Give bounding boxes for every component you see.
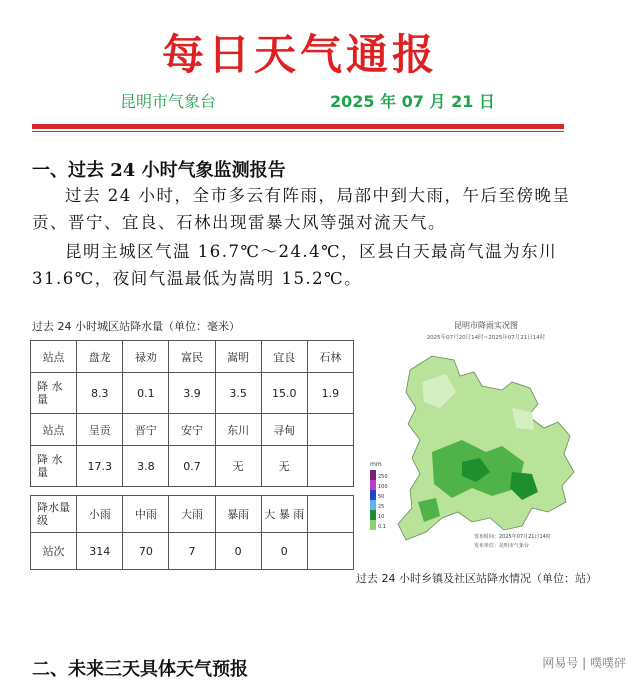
table-cell: 禄劝: [123, 341, 169, 373]
header-divider-thick: [32, 124, 564, 129]
table-cell: 15.0: [261, 373, 307, 414]
table-cell: 大 暴 雨: [261, 496, 307, 533]
department-name: 昆明市气象台: [120, 92, 217, 111]
legend-label: 250: [378, 474, 388, 480]
table-cell: 3.5: [215, 373, 261, 414]
table-cell: [307, 414, 353, 446]
table-cell: [307, 496, 353, 533]
rainfall-map-graphic: [362, 312, 610, 564]
table-cell: 314: [77, 533, 123, 570]
table-cell: 无: [261, 446, 307, 487]
legend-label: 10: [378, 514, 385, 520]
legend-unit: mm: [370, 461, 382, 468]
legend-label: 50: [378, 494, 385, 500]
section1-heading: 一、过去 24 小时气象监测报告: [32, 160, 286, 181]
legend-swatch: [370, 510, 376, 520]
table-cell: 宜良: [261, 341, 307, 373]
table-row-header: 降 水 量: [31, 373, 77, 414]
map-time-range: 2025年07月20日14时~2025年07月21日14时: [426, 335, 546, 341]
map-title: 昆明市降雨实况图: [454, 321, 518, 330]
bulletin-title: 每日天气通报: [161, 30, 438, 79]
legend-swatch: [370, 490, 376, 500]
table-cell: 嵩明: [215, 341, 261, 373]
table-row: [31, 373, 354, 414]
table-cell: 8.3: [77, 373, 123, 414]
table-cell: 0.7: [169, 446, 215, 487]
table-row-header: 站点: [31, 414, 77, 446]
legend-swatch: [370, 470, 376, 480]
legend-label: 25: [378, 504, 385, 510]
legend-label: 100: [378, 484, 388, 490]
map-legend: [370, 461, 388, 530]
table-cell: [307, 533, 353, 570]
table-cell: 70: [123, 533, 169, 570]
table-cell: 小雨: [77, 496, 123, 533]
station-rainfall-table: [30, 340, 354, 487]
table-cell: 1.9: [307, 373, 353, 414]
header-divider-thin: [32, 131, 564, 132]
legend-label: 0.1: [378, 524, 386, 530]
table-row-header: 站次: [31, 533, 77, 570]
table-cell: 中雨: [123, 496, 169, 533]
table-cell: 安宁: [169, 414, 215, 446]
map-footer-unit: 发布单位：昆明市气象台: [474, 543, 530, 549]
table-cell: 无: [215, 446, 261, 487]
map-footer-time: 发布时间：2025年07月21日14时: [474, 534, 551, 540]
table-cell: 3.8: [123, 446, 169, 487]
table-cell: 盘龙: [77, 341, 123, 373]
table-cell: 17.3: [77, 446, 123, 487]
table-cell: 0: [261, 533, 307, 570]
table-cell: [307, 446, 353, 487]
map-caption: 过去 24 小时乡镇及社区站降水情况（单位：站）: [356, 572, 597, 585]
station-table-caption: 过去 24 小时城区站降水量（单位：毫米）: [32, 320, 240, 333]
table-row: [31, 414, 354, 446]
table-cell: 暴雨: [215, 496, 261, 533]
table-row-header: 降 水 量: [31, 446, 77, 487]
rainfall-map: [362, 312, 610, 564]
table-cell: 呈贡: [77, 414, 123, 446]
rainfall-grade-table: [30, 495, 354, 570]
section1-paragraph2: 昆明主城区气温 16.7℃～24.4℃，区县白天最高气温为东川 31.6℃，夜间气温最低为嵩明 15.2℃。: [32, 242, 558, 288]
table-row: [31, 533, 354, 570]
table-row: [31, 341, 354, 373]
table-cell: 东川: [215, 414, 261, 446]
legend-swatch: [370, 500, 376, 510]
table-cell: 0: [215, 533, 261, 570]
source-watermark: 网易号 | 噗噗砰: [542, 656, 626, 670]
table-cell: 3.9: [169, 373, 215, 414]
table-cell: 大雨: [169, 496, 215, 533]
table-cell: 石林: [307, 341, 353, 373]
legend-swatch: [370, 520, 376, 530]
table-row: [31, 496, 354, 533]
table-cell: 0.1: [123, 373, 169, 414]
table-cell: 寻甸: [261, 414, 307, 446]
legend-swatch: [370, 480, 376, 490]
table-cell: 晋宁: [123, 414, 169, 446]
table-row-header: 降水量级: [31, 496, 77, 533]
table-row: [31, 446, 354, 487]
section2-heading: 二、未来三天具体天气预报: [32, 659, 248, 680]
bulletin-date: 2025 年 07 月 21 日: [330, 92, 495, 111]
section1-paragraph1: 过去 24 小时，全市多云有阵雨，局部中到大雨，午后至傍晚呈贡、晋宁、宜良、石林出现雷暴大风等强对流天气。: [32, 186, 571, 232]
table-cell: 7: [169, 533, 215, 570]
table-row-header: 站点: [31, 341, 77, 373]
table-cell: 富民: [169, 341, 215, 373]
